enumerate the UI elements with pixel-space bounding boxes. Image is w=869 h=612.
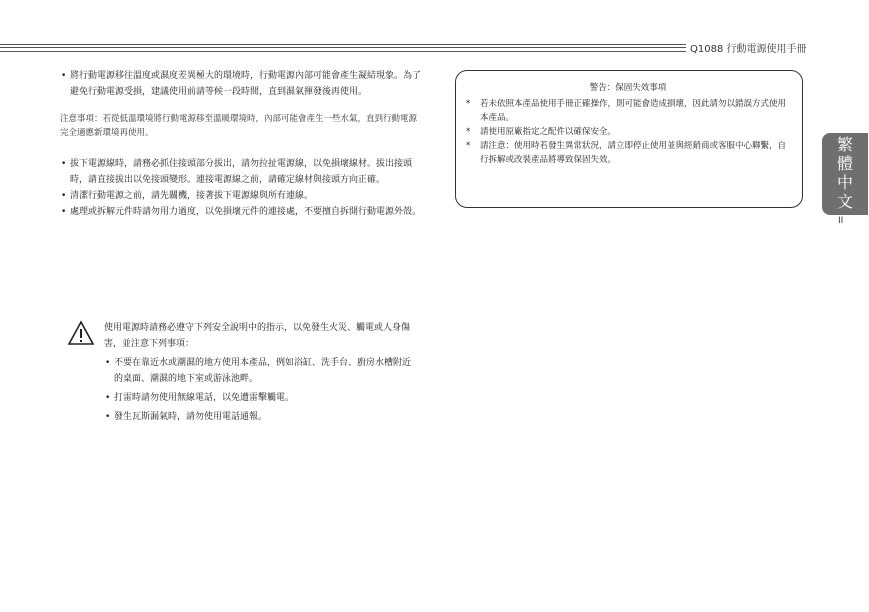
- note-text: 注意事項：若從低溫環境將行動電源移至溫暖環境時，內部可能會產生一些水氣，直到行動電源完全適應新環境再使用。: [60, 114, 418, 138]
- warning-triangle-icon: [68, 320, 94, 346]
- safety-warning-block: [68, 320, 418, 425]
- warranty-item-2: * 請使用原廠指定之配件以確保安全。: [466, 125, 790, 139]
- warranty-box-title: 警告：保固失效事項: [589, 83, 667, 93]
- warning-item-water: • 不要在靠近水或潮濕的地方使用本產品，例如浴缸、洗手台、廚房水槽附近的桌面、潮濕的地下室或游泳池畔。: [104, 355, 418, 387]
- lang-char-4: 文: [836, 192, 853, 211]
- lang-char-1: 繁: [836, 135, 853, 154]
- bullet-condensation: • 將行動電源移往溫度或濕度差異極大的環境時，行動電源內部可能會產生凝結現象。為了避免行動電源受損，建議使用前請等候一段時間，直到濕氣揮發後再使用。: [60, 68, 422, 100]
- warning-list: [104, 355, 418, 425]
- bullet-cleaning: • 清潔行動電源之前，請先關機，接著拔下電源線與所有連線。: [60, 188, 422, 204]
- warranty-item-1: * 若未依照本產品使用手冊正確操作，則可能會造成損壞，因此請勿以錯誤方式使用本產品。: [466, 97, 790, 125]
- bullet-handling: • 處理或拆解元件時請勿用力過度，以免損壞元件的連接處，不要擅自拆開行動電源外殼。: [60, 204, 422, 220]
- lang-char-3: 中: [836, 173, 853, 192]
- warning-item-gas: • 發生瓦斯漏氣時，請勿使用電話通報。: [104, 409, 418, 425]
- warning-intro: 使用電源時請務必遵守下列安全說明中的指示，以免發生火災、觸電或人身傷害，並注意下列事項：: [104, 323, 411, 349]
- page-number: II: [838, 216, 844, 226]
- lang-char-2: 體: [836, 154, 853, 173]
- warranty-warning-box: [455, 70, 803, 208]
- warranty-item-3: * 請注意：使用時若發生異常狀況，請立即停止使用並與經銷商或客服中心聯繫，自行拆解或改裝產品將導致保固失效。: [466, 139, 790, 167]
- header-title: Q1088 行動電源使用手冊: [690, 44, 807, 55]
- warning-item-thunder: • 打雷時請勿使用無線電話，以免遭雷擊觸電。: [104, 390, 418, 406]
- language-tab-traditional-chinese[interactable]: [822, 133, 868, 215]
- header-rule: [0, 44, 686, 52]
- left-column: [60, 68, 422, 220]
- bullet-power-cable: • 拔下電源線時，請務必抓住接頭部分拔出，請勿拉扯電源線，以免損壞線材。拔出接頭時，請直接拔出以免接頭變形。連接電源線之前，請確定線材與接頭方向正確。: [60, 156, 422, 188]
